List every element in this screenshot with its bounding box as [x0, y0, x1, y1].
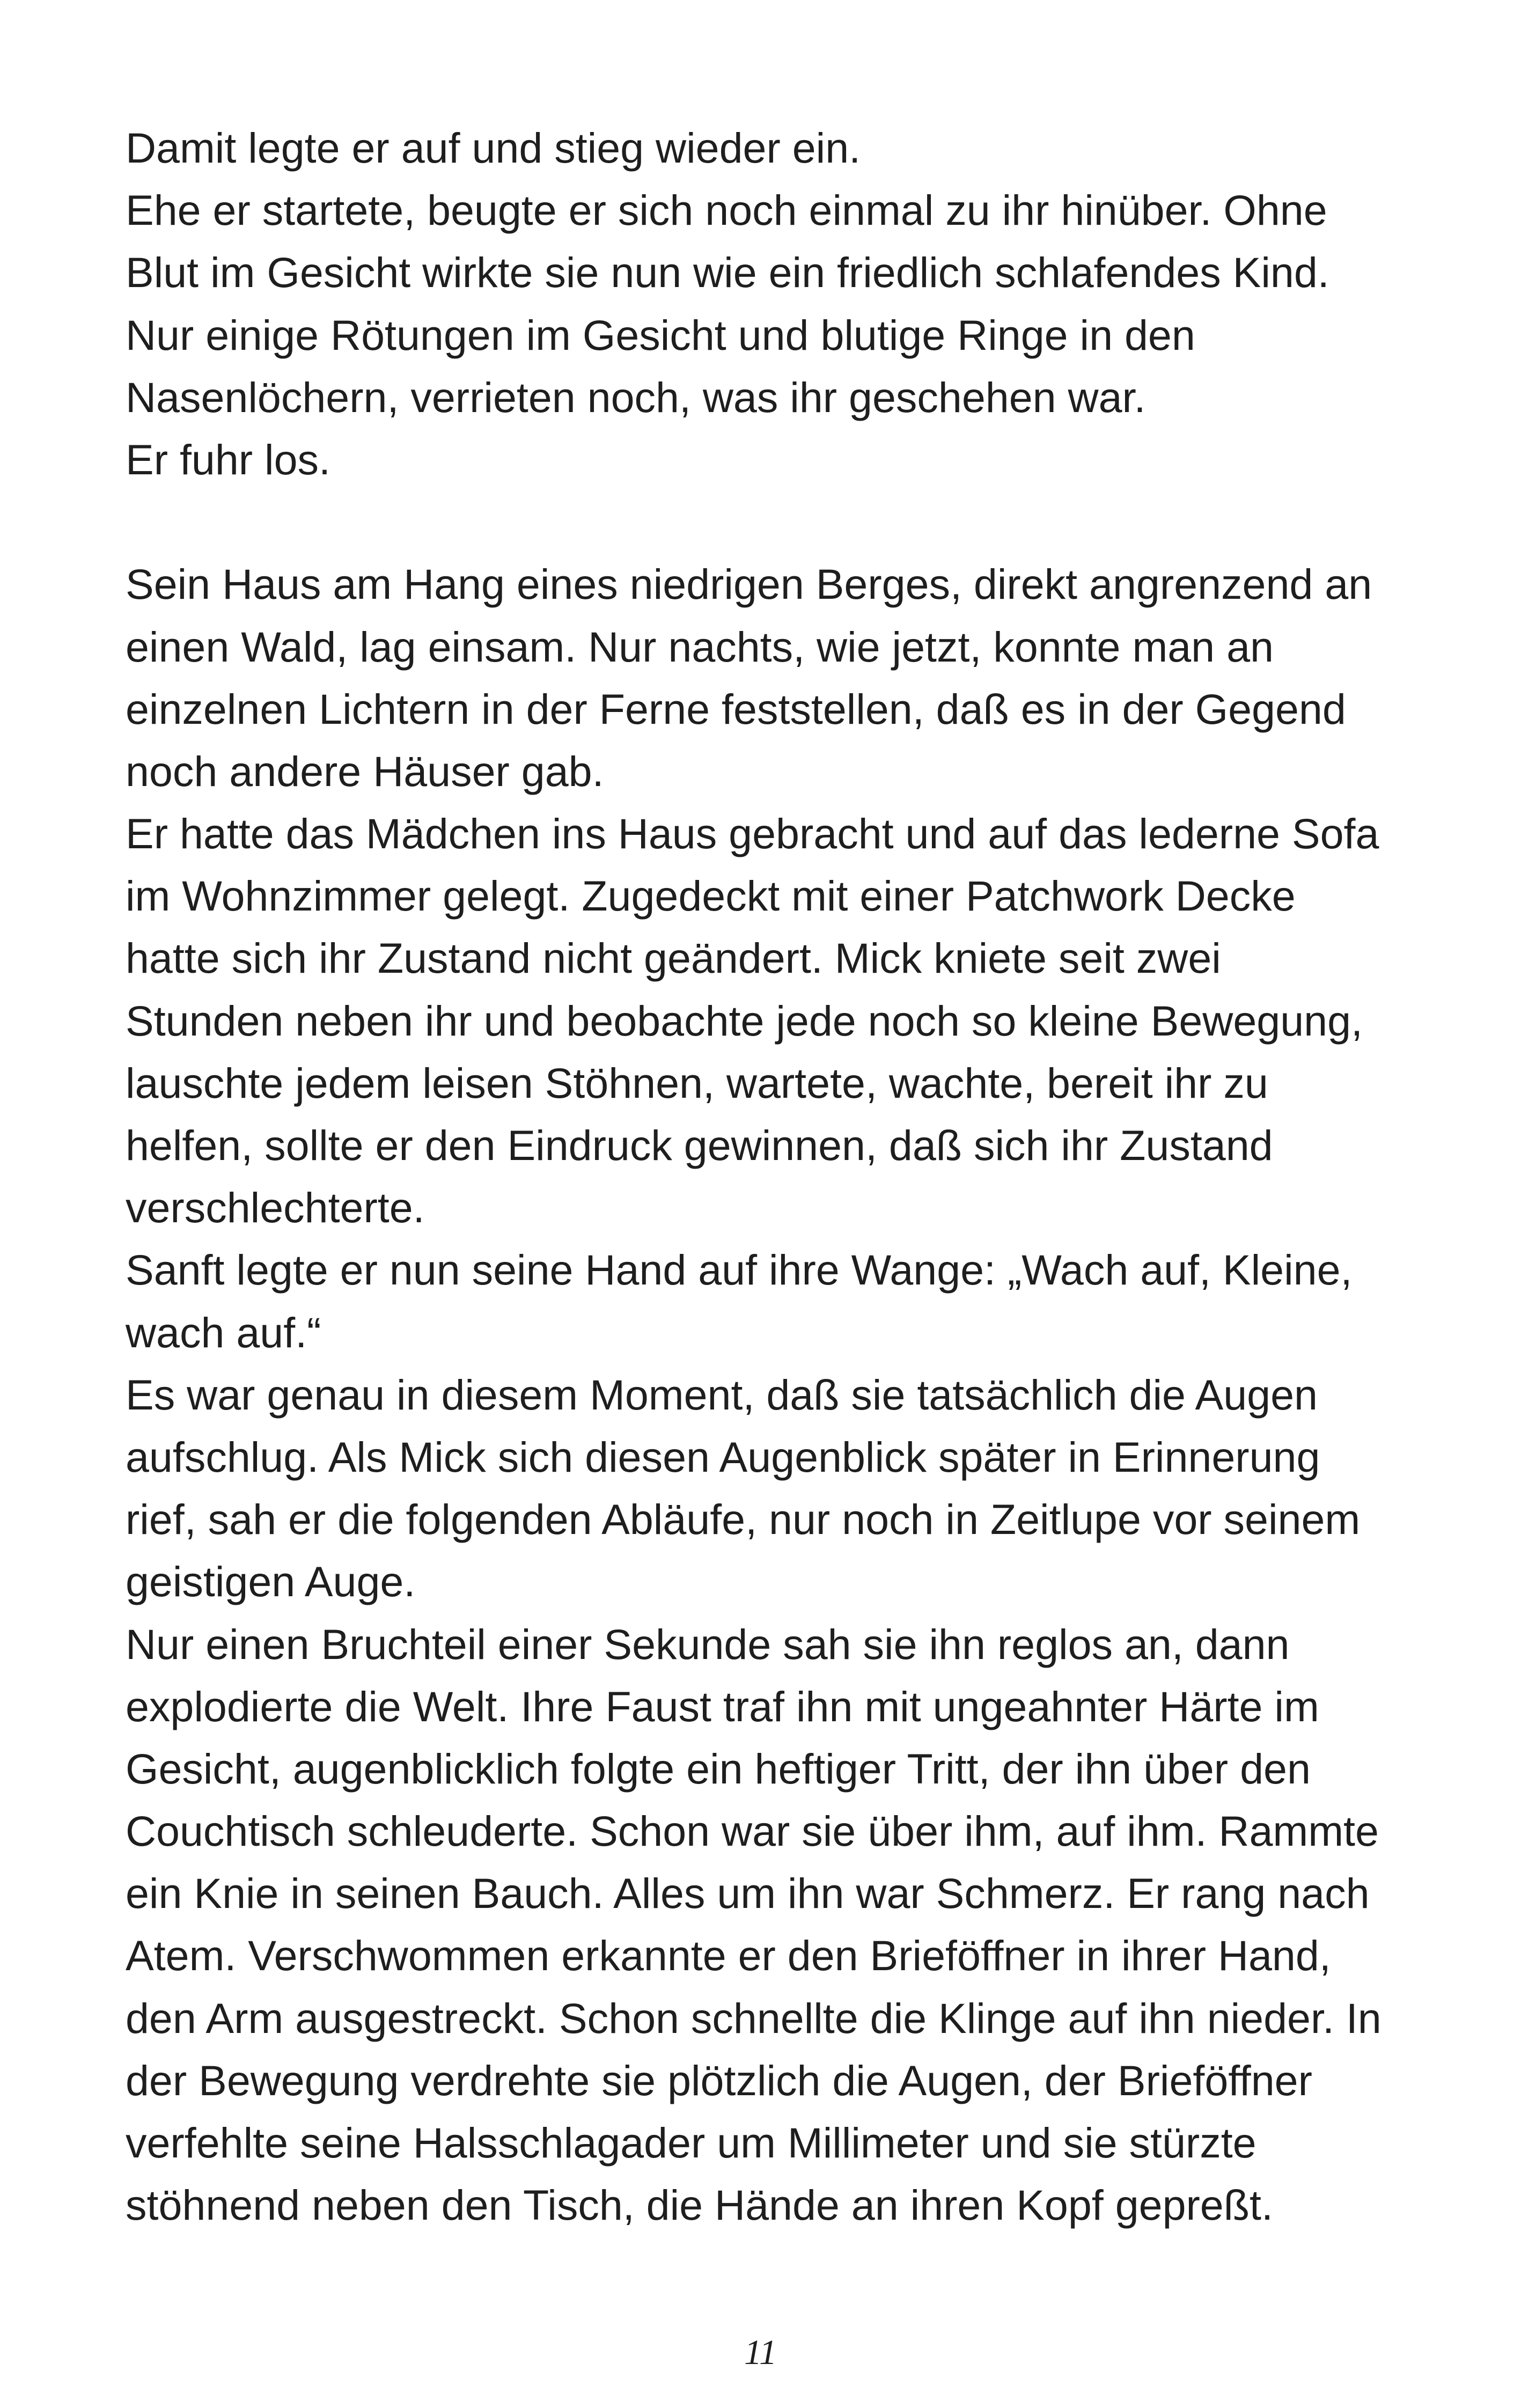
- text-line: stöhnend neben den Tisch, die Hände an ihren Kopf gepreßt.: [126, 2181, 1273, 2229]
- text-line: Atem. Verschwommen erkannte er den Brieföffner in ihrer Hand,: [126, 1932, 1331, 1980]
- text-line: Sanft legte er nun seine Hand auf ihre Wange: „Wach auf, Kleine,: [126, 1246, 1353, 1294]
- text-line: rief, sah er die folgenden Abläufe, nur noch in Zeitlupe vor seinem: [126, 1495, 1361, 1544]
- text-line: verschlechterte.: [126, 1184, 425, 1232]
- text-line: Ehe er startete, beugte er sich noch einmal zu ihr hinüber. Ohne: [126, 186, 1327, 234]
- text-line: noch andere Häuser gab.: [126, 747, 604, 795]
- text-line: einen Wald, lag einsam. Nur nachts, wie jetzt, konnte man an: [126, 622, 1274, 671]
- text-line: wach auf.“: [126, 1308, 321, 1356]
- text-line: Nur einen Bruchteil einer Sekunde sah sie ihn reglos an, dann: [126, 1620, 1290, 1668]
- text-line: Es war genau in diesem Moment, daß sie tatsächlich die Augen: [126, 1370, 1318, 1419]
- text-line: helfen, sollte er den Eindruck gewinnen, daß sich ihr Zustand: [126, 1121, 1273, 1169]
- text-line: der Bewegung verdrehte sie plötzlich die Augen, der Brieföffner: [126, 2056, 1312, 2104]
- text-line: Er fuhr los.: [126, 435, 330, 483]
- text-line: geistigen Auge.: [126, 1558, 416, 1606]
- text-line: Sein Haus am Hang eines niedrigen Berges, direkt angrenzend an: [126, 560, 1372, 608]
- page-number: 11: [744, 2333, 777, 2372]
- text-line: Stunden neben ihr und beobachte jede noch so kleine Bewegung,: [126, 996, 1363, 1045]
- text-line: Er hatte das Mädchen ins Haus gebracht und auf das lederne Sofa: [126, 810, 1379, 858]
- text-line: Nur einige Rötungen im Gesicht und blutige Ringe in den: [126, 311, 1195, 359]
- text-line: Couchtisch schleuderte. Schon war sie über ihm, auf ihm. Rammte: [126, 1807, 1379, 1855]
- text-line: explodierte die Welt. Ihre Faust traf ihn mit ungeahnter Härte im: [126, 1682, 1319, 1730]
- text-line: den Arm ausgestreckt. Schon schnellte die Klinge auf ihn nieder. In: [126, 1994, 1382, 2042]
- text-line: hatte sich ihr Zustand nicht geändert. Mick kniete seit zwei: [126, 934, 1221, 982]
- text-line: im Wohnzimmer gelegt. Zugedeckt mit einer Patchwork Decke: [126, 872, 1296, 920]
- body-text: [126, 117, 1413, 2236]
- text-line: verfehlte seine Halsschlagader um Millimeter und sie stürzte: [126, 2119, 1257, 2167]
- text-line: einzelnen Lichtern in der Ferne feststellen, daß es in der Gegend: [126, 685, 1346, 733]
- text-line: Blut im Gesicht wirkte sie nun wie ein friedlich schlafendes Kind.: [126, 248, 1329, 297]
- text-line: aufschlug. Als Mick sich diesen Augenblick später in Erinnerung: [126, 1433, 1320, 1481]
- text-line: Gesicht, augenblicklich folgte ein heftiger Tritt, der ihn über den: [126, 1744, 1311, 1793]
- text-line: Damit legte er auf und stieg wieder ein.: [126, 124, 861, 172]
- paragraph-gap: [126, 491, 1413, 553]
- text-line: lauschte jedem leisen Stöhnen, wartete, wachte, bereit ihr zu: [126, 1059, 1268, 1107]
- text-line: ein Knie in seinen Bauch. Alles um ihn war Schmerz. Er rang nach: [126, 1869, 1370, 1918]
- text-line: Nasenlöchern, verrieten noch, was ihr geschehen war.: [126, 373, 1146, 421]
